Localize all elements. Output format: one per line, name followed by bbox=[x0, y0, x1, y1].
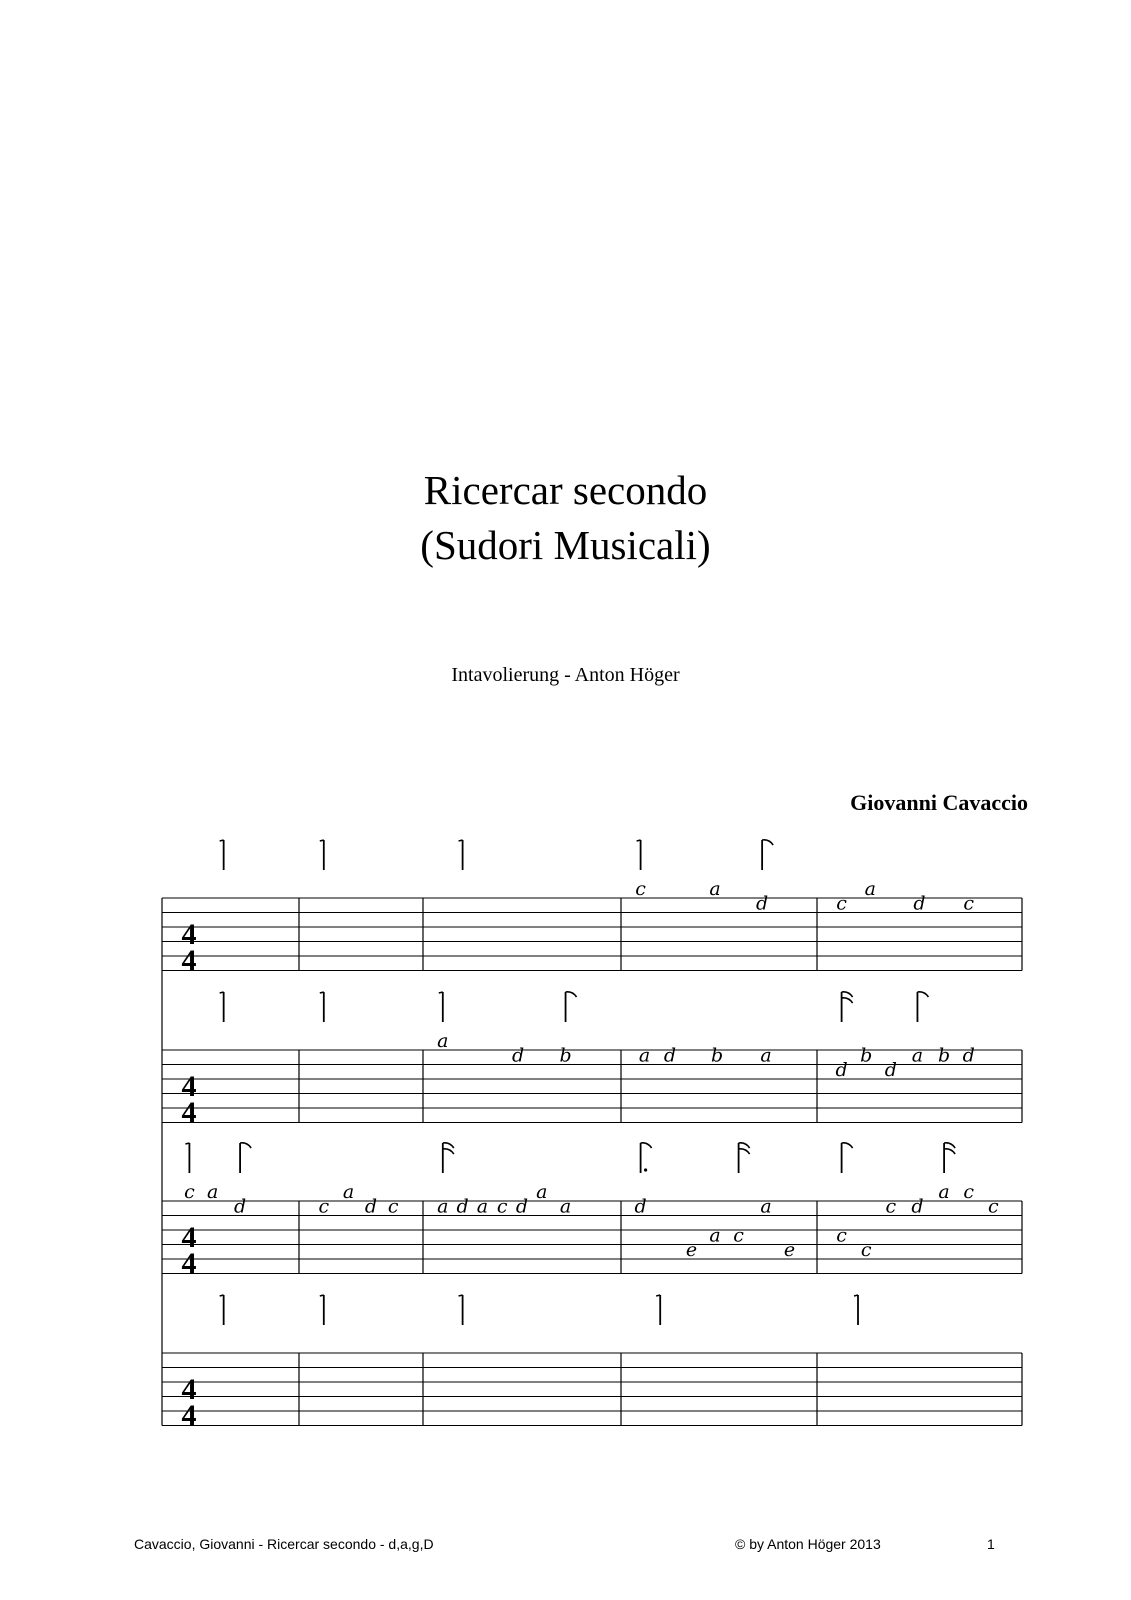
rhythm-head bbox=[185, 1143, 189, 1144]
tab-letter: a bbox=[342, 1181, 355, 1203]
footer-page-number: 1 bbox=[987, 1536, 995, 1552]
tab-letter: d bbox=[884, 1059, 897, 1081]
tab-letter: c bbox=[963, 892, 975, 915]
rhythm-flag bbox=[842, 1143, 853, 1148]
tab-letter: c bbox=[318, 1195, 330, 1218]
tab-letter: a bbox=[760, 1195, 772, 1218]
rhythm-head bbox=[459, 1295, 463, 1296]
rhythm-head bbox=[320, 840, 324, 841]
tab-letter: a bbox=[437, 1030, 449, 1052]
rhythm-flag bbox=[739, 1143, 750, 1148]
tab-letter: a bbox=[938, 1181, 950, 1203]
tab-letter: c bbox=[635, 878, 646, 900]
rhythm-head bbox=[637, 840, 641, 841]
tab-letter: a bbox=[911, 1044, 924, 1067]
footer-source: Cavaccio, Giovanni - Ricercar secondo - d,a,g,D bbox=[134, 1536, 434, 1552]
rhythm-head bbox=[320, 992, 324, 993]
rhythm-head bbox=[656, 1295, 660, 1296]
footer-copyright: © by Anton Höger 2013 bbox=[735, 1536, 881, 1552]
tab-letter: b bbox=[710, 1044, 724, 1067]
tab-letter: a bbox=[559, 1195, 572, 1218]
rhythm-head bbox=[220, 1295, 224, 1296]
tab-letter: c bbox=[963, 1181, 975, 1203]
rhythm-flag bbox=[739, 1149, 750, 1154]
time-signature-bottom: 4 bbox=[181, 1096, 197, 1129]
time-signature-bottom: 4 bbox=[181, 1399, 197, 1432]
tab-letter: c bbox=[836, 892, 847, 915]
tab-letter: d bbox=[913, 892, 926, 915]
tab-letter: c bbox=[496, 1195, 508, 1218]
rhythm-head bbox=[320, 1295, 324, 1296]
tab-letter: c bbox=[184, 1181, 195, 1203]
tab-letter: d bbox=[511, 1044, 525, 1067]
time-signature-bottom: 4 bbox=[181, 944, 197, 977]
tab-letter: d bbox=[634, 1195, 647, 1218]
tab-letter: a bbox=[638, 1044, 651, 1067]
rhythm-head bbox=[439, 992, 443, 993]
rhythm-flag bbox=[566, 992, 577, 997]
title-line-2: (Sudori Musicali) bbox=[420, 522, 711, 568]
rhythm-flag bbox=[842, 998, 853, 1003]
time-signature-top: 4 bbox=[181, 1070, 197, 1103]
rhythm-head bbox=[220, 992, 224, 993]
tab-letter: a bbox=[709, 1224, 721, 1247]
tab-letter: c bbox=[836, 1224, 847, 1247]
tab-letter: a bbox=[437, 1195, 449, 1218]
rhythm-flag bbox=[443, 1149, 454, 1154]
rhythm-flag bbox=[762, 840, 773, 845]
rhythm-dot bbox=[644, 1168, 647, 1171]
tab-letter: d bbox=[364, 1195, 378, 1218]
tab-letter: d bbox=[456, 1195, 469, 1218]
tab-letter: d bbox=[756, 892, 769, 915]
rhythm-flag bbox=[641, 1143, 652, 1148]
tab-letter: e bbox=[685, 1239, 698, 1261]
tab-letter: b bbox=[559, 1044, 572, 1067]
tab-letter: d bbox=[515, 1195, 529, 1218]
tab-letter: d bbox=[835, 1059, 848, 1081]
time-signature-bottom: 4 bbox=[181, 1247, 197, 1280]
tab-letter: c bbox=[387, 1195, 399, 1218]
rhythm-head bbox=[854, 1295, 858, 1296]
tab-letter: a bbox=[709, 878, 721, 900]
time-signature-top: 4 bbox=[181, 918, 197, 951]
title-line-1: Ricercar secondo bbox=[423, 467, 708, 513]
rhythm-flag bbox=[240, 1143, 251, 1148]
tab-letter: a bbox=[207, 1181, 219, 1203]
tab-letter: c bbox=[987, 1195, 999, 1218]
tab-letter: c bbox=[733, 1224, 744, 1247]
tab-letter: d bbox=[234, 1195, 247, 1218]
tab-letter: a bbox=[864, 878, 876, 900]
tab-letter: c bbox=[885, 1195, 897, 1218]
rhythm-flag bbox=[944, 1149, 955, 1154]
tab-letter: c bbox=[860, 1239, 872, 1261]
rhythm-flag bbox=[443, 1143, 454, 1148]
tab-letter: b bbox=[860, 1044, 873, 1067]
rhythm-flag bbox=[917, 992, 928, 997]
rhythm-flag bbox=[944, 1143, 955, 1148]
tab-letter: b bbox=[938, 1044, 951, 1067]
tab-letter: d bbox=[663, 1044, 677, 1067]
composer-name: Giovanni Cavaccio bbox=[850, 790, 1028, 815]
tab-letter: e bbox=[783, 1239, 796, 1261]
time-signature-top: 4 bbox=[181, 1373, 197, 1406]
tab-letter: a bbox=[476, 1195, 489, 1218]
rhythm-head bbox=[459, 840, 463, 841]
arranger-credit: Intavolierung - Anton Höger bbox=[451, 664, 680, 686]
rhythm-head bbox=[220, 840, 224, 841]
tab-letter: d bbox=[911, 1195, 924, 1218]
tab-letter: d bbox=[962, 1044, 975, 1067]
tab-letter: a bbox=[760, 1044, 772, 1067]
time-signature-top: 4 bbox=[181, 1221, 197, 1254]
tab-letter: a bbox=[536, 1181, 548, 1203]
rhythm-flag bbox=[842, 992, 853, 997]
